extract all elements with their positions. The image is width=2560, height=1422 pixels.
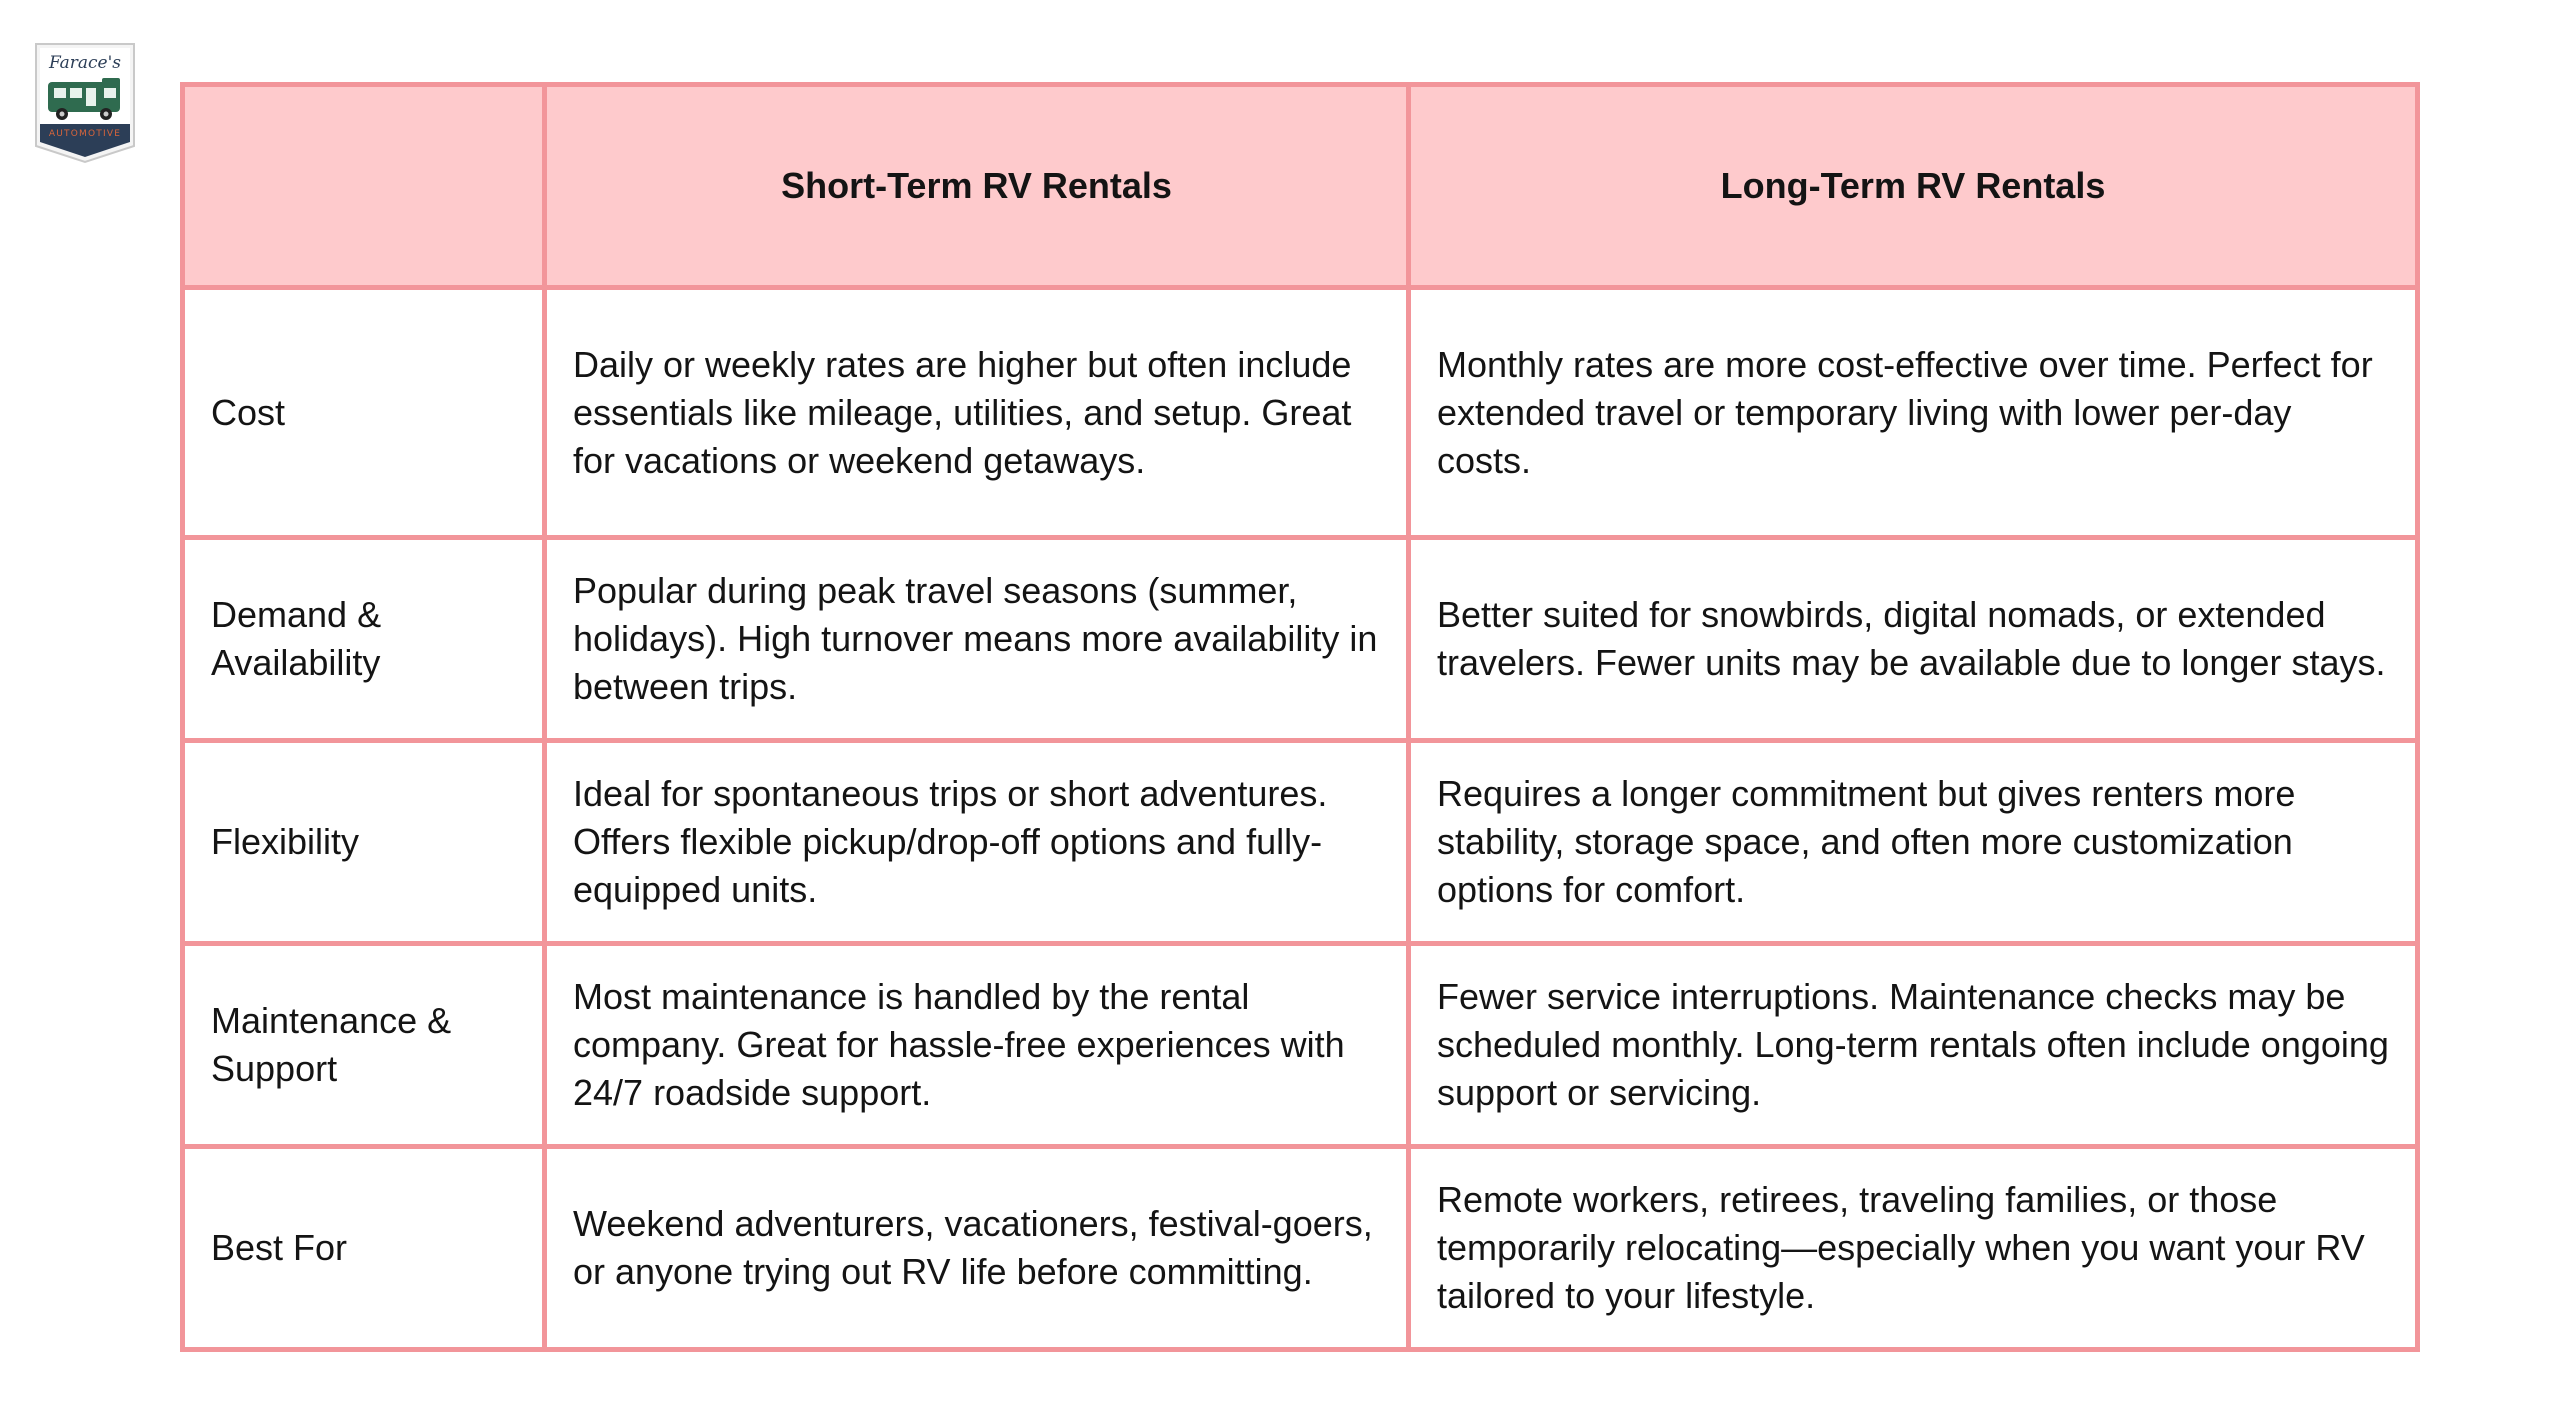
header-long-term: Long-Term RV Rentals bbox=[1409, 85, 2418, 288]
row-label: Maintenance & Support bbox=[183, 944, 545, 1147]
logo-banner-text: AUTOMOTIVE bbox=[48, 129, 122, 139]
row-label: Demand & Availability bbox=[183, 538, 545, 741]
table-row bbox=[183, 741, 2418, 944]
farace-automotive-logo bbox=[32, 42, 138, 164]
long-term-cell: Fewer service interruptions. Maintenance checks may be scheduled monthly. Long-term rentals often include ongoing support or servicing. bbox=[1409, 944, 2418, 1147]
row-label: Best For bbox=[183, 1147, 545, 1350]
short-term-cell: Daily or weekly rates are higher but often include essentials like mileage, utilities, and setup. Great for vacations or weekend getaways. bbox=[545, 288, 1409, 538]
short-term-cell: Popular during peak travel seasons (summer, holidays). High turnover means more availability in between trips. bbox=[545, 538, 1409, 741]
table-header-row bbox=[183, 85, 2418, 288]
table-row bbox=[183, 1147, 2418, 1350]
long-term-cell: Remote workers, retirees, traveling families, or those temporarily relocating—especially when you want your RV tailored to your lifestyle. bbox=[1409, 1147, 2418, 1350]
row-label: Cost bbox=[183, 288, 545, 538]
short-term-cell: Weekend adventurers, vacationers, festival-goers, or anyone trying out RV life before committing. bbox=[545, 1147, 1409, 1350]
long-term-cell: Monthly rates are more cost-effective over time. Perfect for extended travel or temporary living with lower per-day costs. bbox=[1409, 288, 2418, 538]
table-row bbox=[183, 538, 2418, 741]
logo-script-text: Farace's bbox=[48, 53, 122, 73]
rv-rental-comparison-table bbox=[180, 82, 2420, 1352]
short-term-cell: Most maintenance is handled by the rental company. Great for hassle-free experiences with 24/7 roadside support. bbox=[545, 944, 1409, 1147]
row-label: Flexibility bbox=[183, 741, 545, 944]
header-short-term: Short-Term RV Rentals bbox=[545, 85, 1409, 288]
long-term-cell: Requires a longer commitment but gives renters more stability, storage space, and often more customization options for comfort. bbox=[1409, 741, 2418, 944]
table-row bbox=[183, 944, 2418, 1147]
long-term-cell: Better suited for snowbirds, digital nomads, or extended travelers. Fewer units may be available due to longer stays. bbox=[1409, 538, 2418, 741]
table-row bbox=[183, 288, 2418, 538]
short-term-cell: Ideal for spontaneous trips or short adventures. Offers flexible pickup/drop-off options and fully-equipped units. bbox=[545, 741, 1409, 944]
rv-camper-icon bbox=[32, 42, 138, 164]
header-empty-cell bbox=[183, 85, 545, 288]
